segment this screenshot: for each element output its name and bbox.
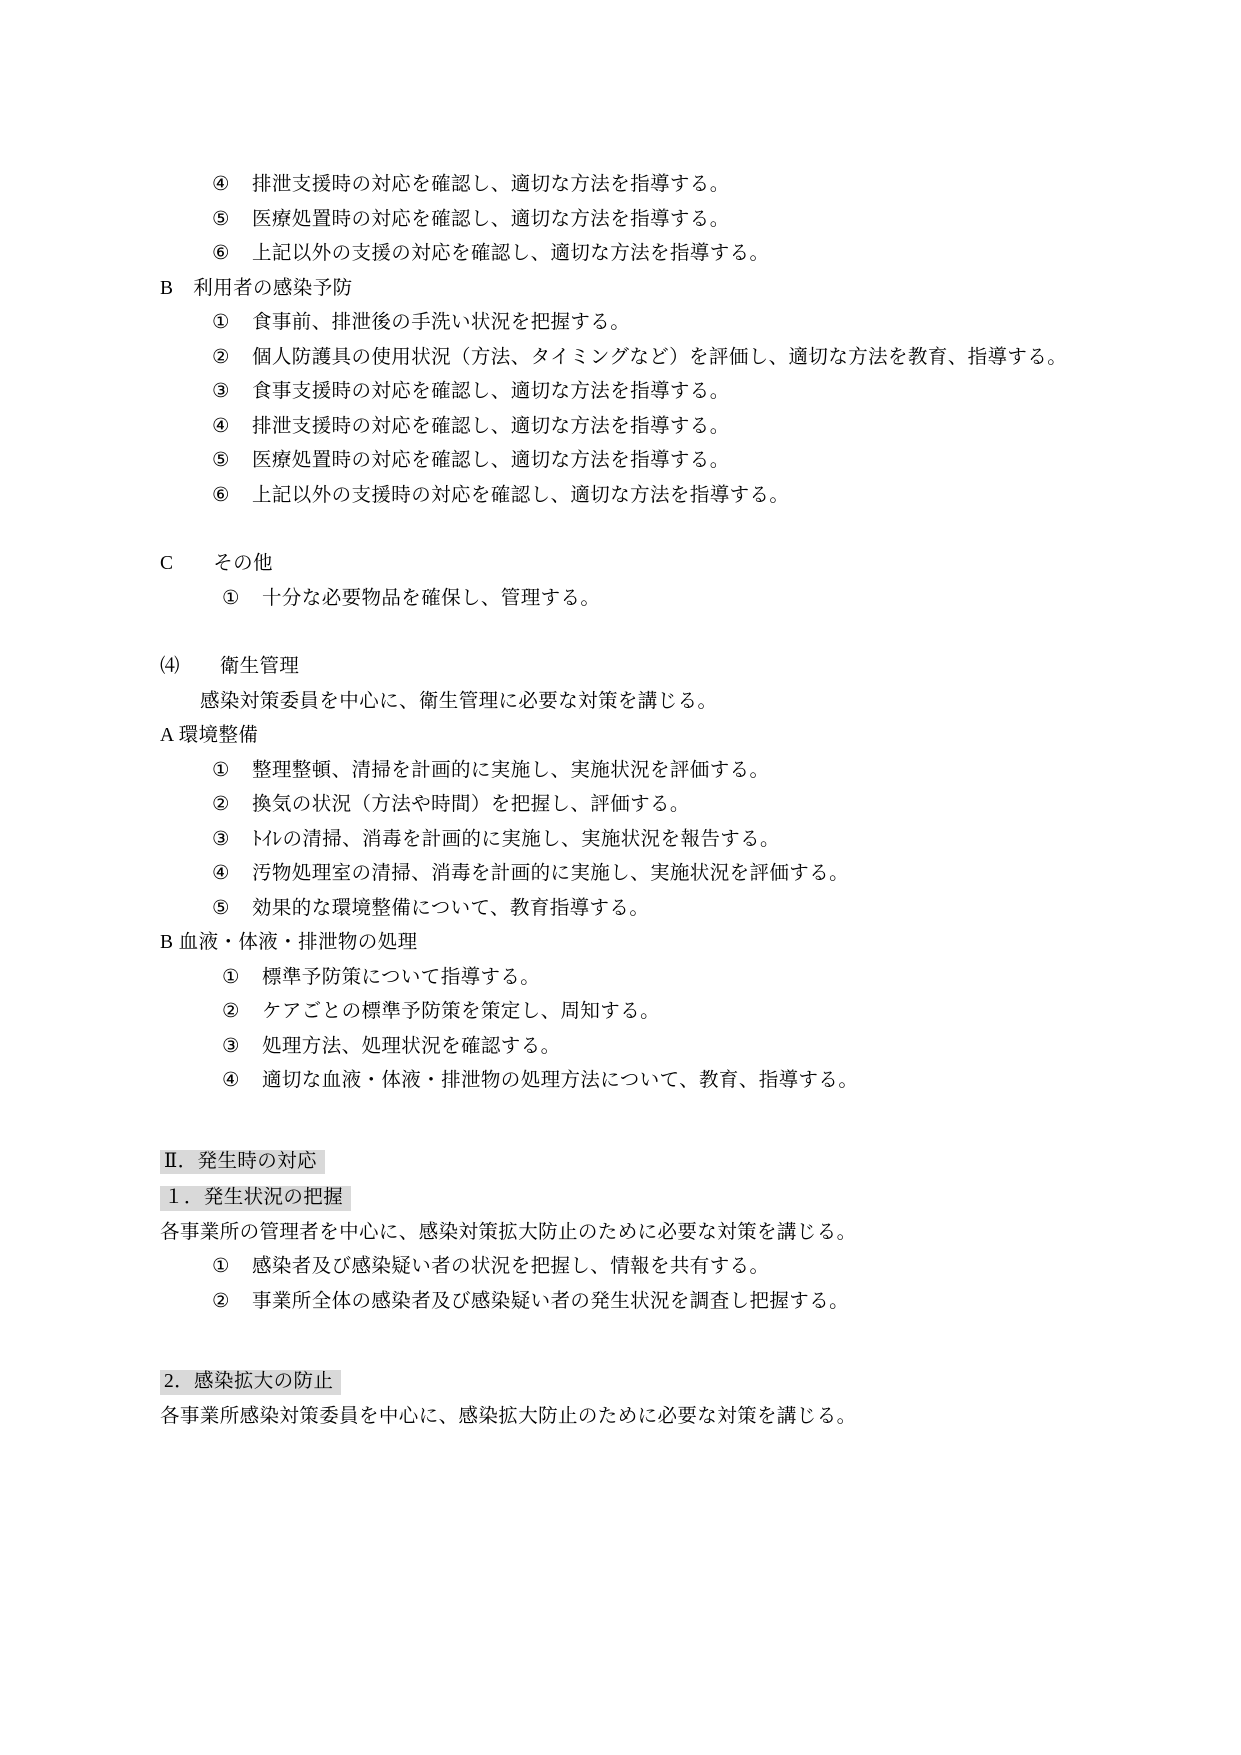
- vertical-spacer: [160, 1326, 1091, 1370]
- list-item: [160, 1257, 1091, 1277]
- section-heading: [160, 1150, 1091, 1175]
- section-heading: [160, 1186, 1091, 1211]
- list-item-marker: ③: [222, 1035, 240, 1057]
- list-item-text: 排泄支援時の対応を確認し、適切な方法を指導する。: [252, 174, 730, 195]
- list-item: [160, 175, 1091, 195]
- subsection-heading: B 利用者の感染予防: [160, 277, 353, 299]
- list-item-text: 医療処置時の対応を確認し、適切な方法を指導する。: [252, 450, 730, 471]
- vertical-spacer: [160, 520, 1091, 554]
- list-item-marker: ①: [222, 966, 240, 988]
- list-item-marker: ④: [212, 415, 230, 437]
- list-item: [160, 899, 1091, 919]
- list-item: [160, 795, 1091, 815]
- list-item-marker: ⑤: [212, 208, 230, 230]
- list-item-marker: ④: [212, 174, 230, 195]
- paragraph: 各事業所の管理者を中心に、感染対策拡大防止のために必要な対策を講じる。: [160, 1221, 857, 1243]
- list-item-text: 食事前、排泄後の手洗い状況を把握する。: [252, 312, 631, 333]
- list-item: [160, 244, 1091, 264]
- list-item-marker: ②: [212, 346, 230, 368]
- list-item: [160, 451, 1091, 471]
- list-item: [160, 589, 1091, 609]
- list-item-marker: ④: [212, 863, 230, 884]
- list-item-text: 医療処置時の対応を確認し、適切な方法を指導する。: [252, 208, 730, 230]
- list-item-text: 適切な血液・体液・排泄物の処理方法について、教育、指導する。: [262, 1070, 859, 1091]
- list-item-marker: ⑥: [212, 484, 230, 506]
- list-item-marker: ③: [212, 381, 230, 402]
- subsection-heading: C その他: [160, 553, 273, 574]
- list-item: [160, 348, 1091, 368]
- list-item: [160, 1071, 1091, 1091]
- list-item: [160, 1037, 1091, 1057]
- list-item: [160, 761, 1091, 781]
- section-heading-label: Ⅱ．発生時の対応: [160, 1150, 325, 1175]
- list-item-marker: ③: [212, 828, 230, 850]
- list-item-text: 感染者及び感染疑い者の状況を把握し、情報を共有する。: [252, 1256, 770, 1277]
- list-item-text: ﾄｲﾚの清掃、消毒を計画的に実施し、実施状況を報告する。: [252, 828, 780, 850]
- list-item-text: ケアごとの標準予防策を策定し、周知する。: [262, 1001, 661, 1022]
- subsection-heading: A 環境整備: [160, 725, 259, 746]
- list-item: [160, 864, 1091, 884]
- list-item: [160, 417, 1091, 437]
- list-item-text: 十分な必要物品を確保し、管理する。: [262, 587, 601, 609]
- list-item-marker: ①: [222, 587, 240, 609]
- indented-paragraph: 感染対策委員を中心に、衛生管理に必要な対策を講じる。: [200, 690, 718, 712]
- list-item: [160, 486, 1091, 506]
- list-item: [160, 1292, 1091, 1312]
- list-item-marker: ②: [222, 1001, 240, 1022]
- list-item-text: 排泄支援時の対応を確認し、適切な方法を指導する。: [252, 415, 730, 437]
- list-item-text: 個人防護具の使用状況（方法、タイミングなど）を評価し、適切な方法を教育、指導する。: [252, 346, 1068, 368]
- list-item: [160, 210, 1091, 230]
- list-item: [160, 313, 1091, 333]
- list-item-text: 標準予防策について指導する。: [262, 966, 541, 988]
- paragraph: 各事業所感染対策委員を中心に、感染拡大防止のために必要な対策を講じる。: [160, 1405, 857, 1427]
- list-item-marker: ①: [212, 312, 230, 333]
- list-item: [160, 382, 1091, 402]
- subsection-heading: B 血液・体液・排泄物の処理: [160, 932, 418, 953]
- list-item-text: 汚物処理室の清掃、消毒を計画的に実施し、実施状況を評価する。: [252, 863, 850, 884]
- list-item-text: 上記以外の支援の対応を確認し、適切な方法を指導する。: [252, 243, 770, 264]
- list-item-marker: ⑤: [212, 897, 230, 919]
- list-item-text: 食事支援時の対応を確認し、適切な方法を指導する。: [252, 381, 730, 402]
- section-heading-label: １．発生状況の把握: [160, 1186, 351, 1211]
- vertical-spacer: [160, 623, 1091, 657]
- vertical-spacer: [160, 1106, 1091, 1150]
- list-item-text: 処理方法、処理状況を確認する。: [262, 1035, 561, 1057]
- list-item-text: 換気の状況（方法や時間）を把握し、評価する。: [252, 794, 690, 815]
- subsection-heading: ⑷ 衛生管理: [160, 656, 300, 677]
- list-item-marker: ⑥: [212, 243, 230, 264]
- list-item-text: 効果的な環境整備について、教育指導する。: [252, 897, 650, 919]
- list-item-marker: ④: [222, 1070, 240, 1091]
- list-item-marker: ②: [212, 794, 230, 815]
- section-heading: [160, 1370, 1091, 1395]
- section-heading-label: 2．感染拡大の防止: [160, 1370, 341, 1395]
- list-item-text: 整理整頓、清掃を計画的に実施し、実施状況を評価する。: [252, 759, 770, 781]
- list-item-text: 事業所全体の感染者及び感染疑い者の発生状況を調査し把握する。: [252, 1290, 850, 1312]
- list-item: [160, 968, 1091, 988]
- list-item-marker: ①: [212, 1256, 230, 1277]
- list-item: [160, 1002, 1091, 1022]
- list-item: [160, 830, 1091, 850]
- document-body: [160, 175, 1091, 1426]
- list-item-marker: ②: [212, 1290, 230, 1312]
- list-item-text: 上記以外の支援時の対応を確認し、適切な方法を指導する。: [252, 484, 790, 506]
- list-item-marker: ①: [212, 759, 230, 781]
- list-item-marker: ⑤: [212, 450, 230, 471]
